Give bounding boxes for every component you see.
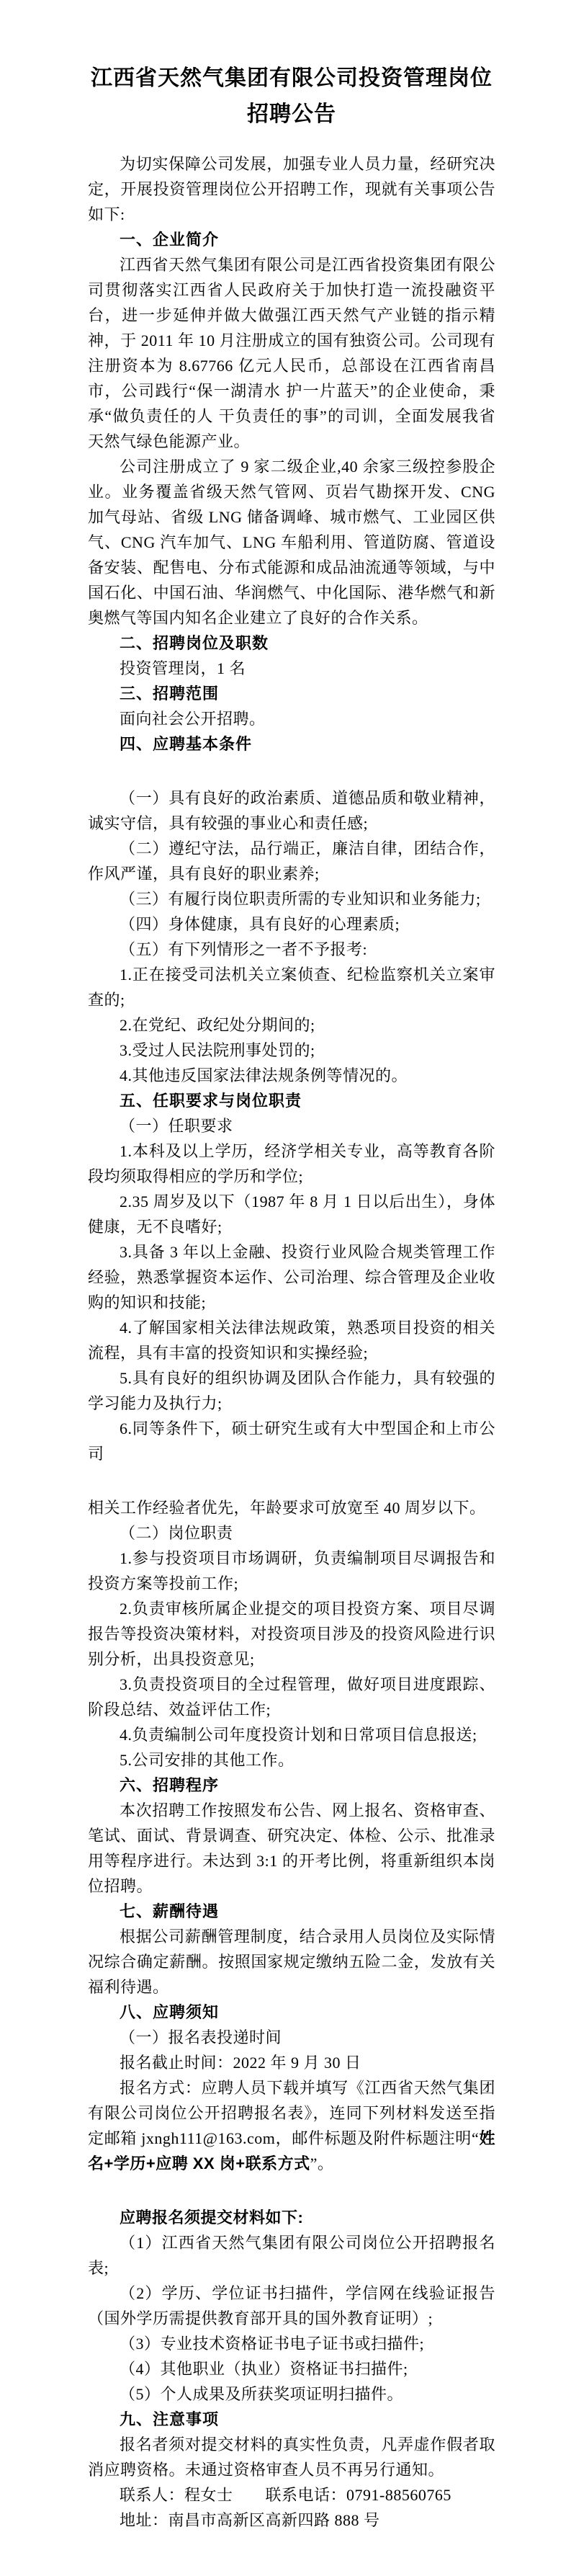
doc-section-heading: 六、招聘程序 [120,1776,220,1794]
doc-paragraph: （四）身体健康，具有良好的心理素质; [120,915,400,933]
doc-paragraph: 为切实保障公司发展，加强专业人员力量，经研究决定，开展投资管理岗位公开招聘工作，现就有关事项公告如下: [88,155,495,223]
doc-paragraph: （三）有履行岗位职责所需的专业知识和业务能力; [120,890,481,908]
doc-paragraph: 1.参与投资项目市场调研，负责编制项目尽调报告和投资方案等投前工作; [88,1549,495,1592]
doc-section-heading: 三、招聘范围 [120,685,220,703]
doc-section-heading: 五、任职要求与岗位职责 [120,1092,302,1110]
doc-paragraph-bold: 应聘报名须提交材料如下: [120,2209,304,2227]
doc-section-heading: 九、注意事项 [120,2410,220,2428]
document-title: 江西省天然气集团有限公司投资管理岗位招聘公告 [91,66,493,126]
doc-section-heading: 七、薪酬待遇 [120,1902,220,1920]
doc-paragraph: 江西省天然气集团有限公司是江西省投资集团有限公司贯彻落实江西省人民政府关于加快打造一流投融资平台，进一步延伸并做大做强江西天然气产业链的指示精神，于 2011 年 10 月注册成立的国有独资公司。公司现有注册资本为 8.67766 亿元人民币，总部设在江西省南昌市，公司践行“保一湖清水 护一片蓝天”的企业使命，秉承“做负责任的人 干负责任的事”的司训，全面发展我省天然气绿色能源产业。 [88,256,495,450]
doc-paragraph: 2.35 周岁及以下（1987 年 8 月 1 日以后出生），身体健康，无不良嗜好; [88,1193,495,1236]
doc-paragraph: 地址：南昌市高新区高新四路 888 号 [120,2511,380,2529]
doc-paragraph: 6.同等条件下，硕士研究生或有大中型国企和上市公司 [88,1420,495,1463]
doc-paragraph: 4.了解国家相关法律法规政策，熟悉项目投资的相关流程，具有丰富的投资知识和实操经验; [88,1319,495,1362]
doc-section-heading: 二、招聘岗位及职数 [120,634,269,652]
doc-bold-text: 姓名+学历+应聘 XX 岗+联系方式 [88,2129,495,2172]
doc-section-heading: 八、应聘须知 [120,2003,220,2021]
doc-paragraph [88,2075,495,2176]
doc-paragraph: 1.正在接受司法机关立案侦查、纪检监察机关立案审查的; [88,966,495,1009]
doc-paragraph: 报名截止时间：2022 年 9 月 30 日 [120,2054,361,2072]
doc-paragraph: 3.具备 3 年以上金融、投资行业风险合规类管理工作经验，熟悉掌握资本运作、公司治理、综合管理及企业收购的知识和技能; [88,1243,495,1311]
doc-paragraph-continuation: 相关工作经验者优先，年龄要求可放宽至 40 周岁以下。 [88,1499,486,1517]
doc-paragraph: 投资管理岗，1 名 [120,659,246,677]
doc-paragraph: 4.其他违反国家法律法规条例等情况的。 [120,1066,408,1084]
doc-paragraph: （5）个人成果及所获奖项证明扫描件。 [120,2385,404,2403]
doc-paragraph: 联系人：程女士 联系电话：0791-88560765 [120,2486,451,2504]
doc-paragraph: （4）其他职业（执业）资格证书扫描件; [120,2360,408,2378]
doc-paragraph: 3.负责投资项目的全过程管理，做好项目进度跟踪、阶段总结、效益评估工作; [88,1675,495,1719]
doc-paragraph: （一）报名表投递时间 [120,2028,282,2046]
doc-paragraph: 4.负责编制公司年度投资计划和日常项目信息报送; [120,1726,477,1744]
doc-section-heading: 四、应聘基本条件 [120,735,253,753]
doc-paragraph: （2）学历、学位证书扫描件，学信网在线验证报告（国外学历需提供教育部开具的国外教育证明）; [88,2284,495,2327]
doc-paragraph: （二）遵纪守法，品行端正，廉洁自律，团结合作，作风严谨，具有良好的职业素养; [88,839,495,883]
doc-paragraph: （二）岗位职责 [120,1524,233,1542]
doc-paragraph: 面向社会公开招聘。 [120,710,266,728]
doc-paragraph: （一）任职要求 [120,1117,233,1135]
doc-text: ”。 [310,2154,334,2172]
doc-text: 报名方式：应聘人员下载并填写《江西省天然气集团有限公司岗位公开招聘报名表》，连同下列材料发送至指定邮箱 jxngh111@163.com，邮件标题及附件标题注明“ [88,2079,495,2147]
doc-paragraph: 5.具有良好的组织协调及团队合作能力，具有较强的学习能力及执行力; [88,1369,495,1412]
doc-paragraph: 2.在党纪、政纪处分期间的; [120,1016,315,1034]
doc-paragraph: 2.负责审核所属企业提交的项目投资方案、项目尽调报告等投资决策材料，对投资项目涉及的投资风险进行识别分析，出具投资意见; [88,1600,495,1668]
doc-paragraph: （3）专业技术资格证书电子证书或扫描件; [120,2335,425,2353]
doc-paragraph: 3.受过人民法院刑事处罚的; [120,1041,315,1059]
doc-paragraph: 根据公司薪酬管理制度，结合录用人员岗位及实际情况综合确定薪酬。按照国家规定缴纳五险二金，发放有关福利待遇。 [88,1927,495,1996]
doc-paragraph: 1.本科及以上学历，经济学相关专业，高等教育各阶段均须取得相应的学历和学位; [88,1142,495,1185]
document-body [88,151,495,2533]
doc-paragraph: （1）江西省天然气集团有限公司岗位公开招聘报名表; [88,2234,495,2277]
doc-section-heading: 一、企业简介 [120,231,220,249]
doc-paragraph: （五）有下列情形之一者不予报考: [120,940,368,958]
doc-paragraph: 报名者须对提交材料的真实性负责，凡弄虚作假者取消应聘资格。未通过资格审查人员不再另行通知。 [88,2435,495,2479]
doc-paragraph: （一）具有良好的政治素质、道德品质和敬业精神，诚实守信，具有较强的事业心和责任感; [88,789,495,832]
doc-paragraph: 本次招聘工作按照发布公告、网上报名、资格审查、笔试、面试、背景调查、研究决定、体检、公示、批准录用等程序进行。未达到 3:1 的开考比例，将重新组织本岗位招聘。 [88,1801,495,1895]
doc-paragraph: 公司注册成立了 9 家二级企业,40 余家三级控参股企业。业务覆盖省级天然气管网、页岩气勘探开发、CNG 加气母站、省级 LNG 储备调峰、城市燃气、工业园区供气、CNG 汽车加气、LNG 车船利用、管道防腐、管道设备安装、配售电、分布式能源和成品油流通等领域，与中国石化、中国石油、华润燃气、中化国际、港华燃气和新奥燃气等国内知名企业建立了良好的合作关系。 [88,458,495,627]
doc-paragraph: 5.公司安排的其他工作。 [120,1751,295,1769]
